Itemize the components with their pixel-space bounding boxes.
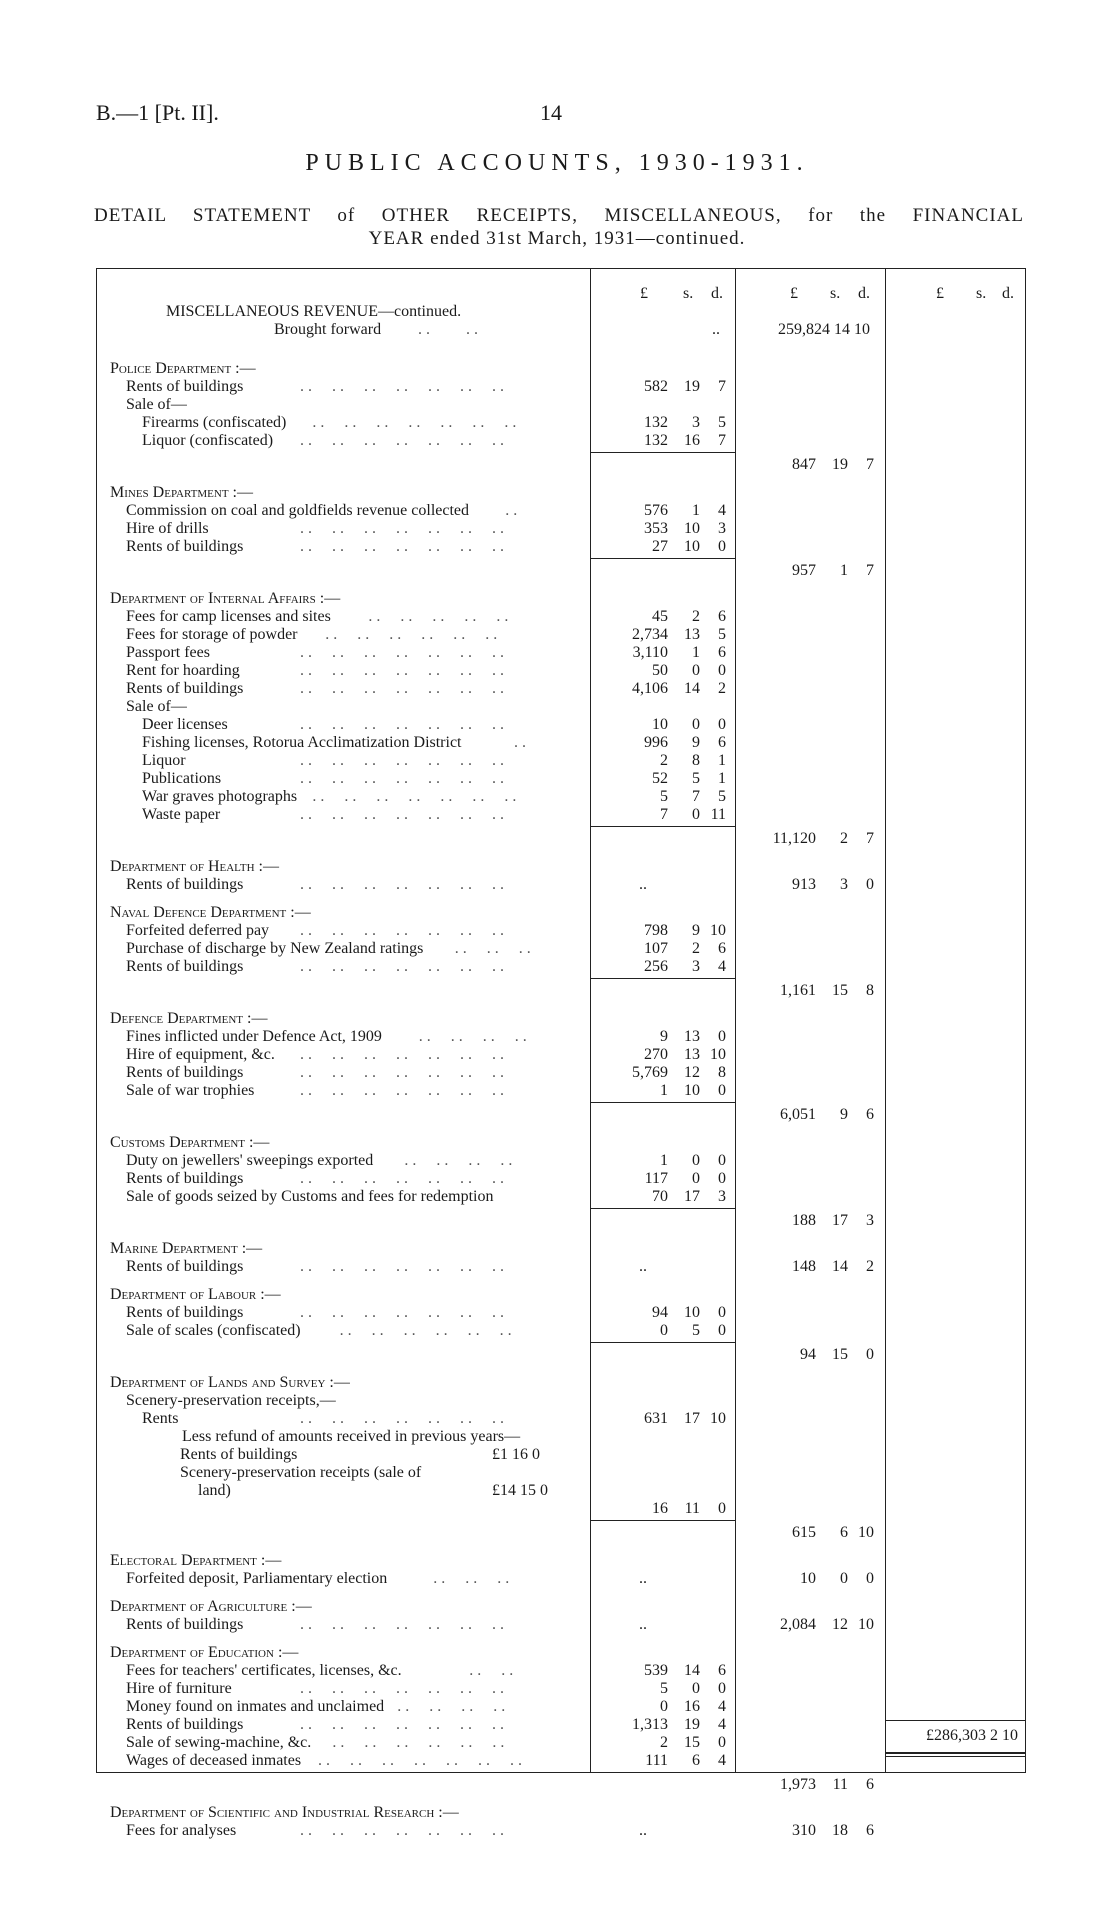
amount-col1: 5 0 0: [660, 1680, 726, 1697]
amount-col2: 913 3 0: [792, 876, 874, 893]
leader-dots: . . . . . . . . . . . . . .: [300, 1170, 504, 1187]
subtotal-rule: [590, 1772, 736, 1773]
department-heading: Customs Department :—: [110, 1134, 270, 1151]
leader-dots: . . . . . . . . . . . . . .: [300, 520, 504, 537]
row-label: Rents of buildings: [126, 1064, 244, 1081]
amount-col1: 1 10 0: [660, 1082, 726, 1099]
department-heading: Naval Defence Department :—: [110, 904, 311, 921]
leader-dots: . . . . . . . . . . . . . .: [300, 716, 504, 733]
amount-col1: 111 6 4: [645, 1752, 726, 1769]
row-label: Fines inflicted under Defence Act, 1909: [126, 1028, 382, 1045]
amount-col2: 148 14 2: [792, 1258, 874, 1275]
col2-shillings-header: s.: [830, 285, 841, 302]
row-label: Rents: [142, 1410, 179, 1427]
leader-dots: . . . . . . . . . . . . . .: [318, 1752, 522, 1769]
amount-col1: 2 8 1: [660, 752, 726, 769]
leader-dots: . . . . . . . .: [418, 1028, 527, 1045]
table-left-rule: [96, 268, 97, 1772]
subtotal-rule: [590, 1342, 736, 1343]
amount-col1: 3,110 1 6: [632, 644, 726, 661]
row-label: Rents of buildings: [126, 538, 244, 555]
col2-pound-header: £: [790, 285, 798, 302]
leader-dots: . . . . . . . . . . . . . .: [300, 1082, 504, 1099]
leader-dots: . . . . . . . .: [397, 1698, 506, 1715]
col3-pound-header: £: [936, 285, 944, 302]
subtotal-rule: [590, 1520, 736, 1521]
leader-dots: . . . . . . . .: [404, 1152, 513, 1169]
leader-dots: . . . . . . . . . . . .: [332, 1734, 505, 1751]
row-label: Rent for hoarding: [126, 662, 240, 679]
leader-dots: . . . . . . . . . . . . . .: [300, 662, 504, 679]
amount-col2: 310 18 6: [792, 1822, 874, 1839]
grand-total-double-rule-2: [886, 1756, 1025, 1757]
statement-title-line2: YEAR ended 31st March, 1931—continued.: [368, 228, 746, 249]
document-reference: B.—1 [Pt. II].: [96, 100, 219, 125]
leader-dots: . . . . . . . . . . . . . .: [300, 1716, 504, 1733]
leader-dots: . . . . . .: [454, 940, 531, 957]
leader-dots: . . . .: [469, 1662, 514, 1679]
row-label: Rents of buildings: [126, 680, 244, 697]
row-label: Rents of buildings: [126, 958, 244, 975]
amount-col1: 2 15 0: [660, 1734, 726, 1751]
amount-col1: 353 10 3: [644, 520, 726, 537]
leader-dots: . . . . . . . . . . . . . .: [300, 1064, 504, 1081]
department-heading: Mines Department :—: [110, 484, 253, 501]
leader-dots: . . . . . .: [433, 1570, 510, 1587]
col3-pence-header: d.: [1002, 285, 1014, 302]
amount-col1: 45 2 6: [652, 608, 726, 625]
amount-col1: 0 16 4: [660, 1698, 726, 1715]
leader-dots: . . . . . . . . . . . . . .: [300, 680, 504, 697]
subtotal-rule: [590, 558, 736, 559]
amount-col1: 2,734 13 5: [632, 626, 726, 643]
row-label: Rents of buildings: [126, 1170, 244, 1187]
statement-title-line1: DETAIL STATEMENT of OTHER RECEIPTS, MISCELLANEOUS, for the FINANCIAL: [94, 205, 1024, 226]
leader-dots: . . . . . . . . . . . . . .: [312, 788, 517, 805]
amount-col1: 10 0 0: [652, 716, 726, 733]
brought-forward-label: Brought forward: [274, 321, 382, 338]
amount-col2: 10 0 0: [800, 1570, 874, 1587]
col1-pence-header: d.: [711, 285, 723, 302]
leader-dots: . . . . . . . . . . . . . .: [300, 1258, 504, 1275]
column-rule-1: [590, 268, 591, 1772]
row-label: Sale of goods seized by Customs and fees for redemption: [126, 1188, 494, 1205]
row-label: Commission on coal and goldfields revenue collected: [126, 502, 470, 519]
amount-col1: 1 0 0: [660, 1152, 726, 1169]
leader-dots: . . . . . . . . . . . . . .: [300, 1304, 504, 1321]
amount-col1: 70 17 3: [652, 1188, 726, 1205]
row-label: Fishing licenses, Rotorua Acclimatization District: [142, 734, 462, 751]
column-rule-3: [885, 268, 886, 1772]
row-label: Rents of buildings: [126, 378, 244, 395]
row-label: Fees for camp licenses and sites: [126, 608, 331, 625]
amount-col1: 5,769 12 8: [632, 1064, 726, 1081]
leader-dots: . . . . . . . . . . . . . .: [300, 1410, 504, 1427]
leader-dots: . . . . . . . . . . . . . .: [300, 752, 504, 769]
amount-col1: 270 13 10: [644, 1046, 726, 1063]
amount-col1: 16 11 0: [652, 1500, 726, 1517]
leader-dots: . . . . . . . . . . . . . .: [300, 432, 504, 449]
amount-col1: ..: [639, 876, 647, 893]
section-total: 847 19 7: [792, 456, 874, 473]
row-label: Fees for analyses: [126, 1822, 237, 1839]
row-label: Hire of equipment, &c.: [126, 1046, 275, 1063]
section-total: 1,161 15 8: [780, 982, 874, 999]
leader-dots: . . . . . . . . . . . . . .: [300, 806, 504, 823]
row-label: Liquor (confiscated): [142, 432, 274, 449]
leader-dots: . . . . . . . . . . . .: [339, 1322, 512, 1339]
row-label: Rents of buildings: [126, 1304, 244, 1321]
inner-amount: £1 16 0: [492, 1446, 540, 1463]
leader-dots: . .: [505, 502, 518, 519]
department-heading: Department of Scientific and Industrial Research :—: [110, 1804, 459, 1821]
section-total: 957 1 7: [792, 562, 874, 579]
brought-forward-col1: ..: [712, 321, 720, 338]
department-heading: Defence Department :—: [110, 1010, 268, 1027]
section-total: 6,051 9 6: [780, 1106, 874, 1123]
department-heading: Electoral Department :—: [110, 1552, 282, 1569]
leader-dots: . . . . . . . . . . . . . .: [300, 1822, 504, 1839]
row-label: Deer licenses: [142, 716, 228, 733]
amount-col1: 576 1 4: [644, 502, 726, 519]
row-label: Rents of buildings: [126, 1616, 244, 1633]
leader-dots: . . . . . . . . . .: [368, 608, 509, 625]
col3-shillings-header: s.: [976, 285, 987, 302]
row-label: Less refund of amounts received in previous years—: [182, 1428, 521, 1445]
leader-dots: . . . . . . . . . . . . . .: [300, 538, 504, 555]
amount-col1: 27 10 0: [652, 538, 726, 555]
amount-col1: 7 0 11: [660, 806, 726, 823]
row-label: Duty on jewellers' sweepings exported: [126, 1152, 374, 1169]
row-label: Money found on inmates and unclaimed: [126, 1698, 385, 1715]
amount-col2: 2,084 12 10: [780, 1616, 874, 1633]
subtotal-rule: [590, 826, 736, 827]
amount-col1: ..: [639, 1822, 647, 1839]
row-label: Hire of furniture: [126, 1680, 232, 1697]
table-bottom-rule: [96, 1772, 1026, 1773]
row-label: Waste paper: [142, 806, 221, 823]
grand-total-double-rule-1: [886, 1752, 1025, 1754]
leader-dots: . . . . . . . . . . . . . .: [300, 1616, 504, 1633]
section-heading: MISCELLANEOUS REVENUE—continued.: [166, 303, 462, 320]
amount-col1: 631 17 10: [644, 1410, 726, 1427]
brought-forward-col2: 259,824 14 10: [778, 321, 870, 338]
subtotal-rule: [590, 978, 736, 979]
row-label: Fees for storage of powder: [126, 626, 298, 643]
row-label: Publications: [142, 770, 222, 787]
leader-dots: . .: [514, 734, 526, 751]
amount-col1: ..: [639, 1258, 647, 1275]
row-label: Sale of war trophies: [126, 1082, 255, 1099]
department-heading: Police Department :—: [110, 360, 256, 377]
amount-col1: 1,313 19 4: [632, 1716, 726, 1733]
department-heading: Department of Internal Affairs :—: [110, 590, 341, 607]
amount-col1: 94 10 0: [652, 1304, 726, 1321]
row-label: Purchase of discharge by New Zealand ratings: [126, 940, 424, 957]
amount-col1: 798 9 10: [644, 922, 726, 939]
row-label: Firearms (confiscated): [142, 414, 287, 431]
amount-col1: 539 14 6: [644, 1662, 726, 1679]
section-total: 11,120 2 7: [772, 830, 874, 847]
department-heading: Department of Education :—: [110, 1644, 299, 1661]
leader-dots: . . . . . . . . . . . . . .: [300, 1680, 504, 1697]
amount-col1: 5 7 5: [660, 788, 726, 805]
col2-pence-header: d.: [858, 285, 870, 302]
column-rule-2: [735, 268, 736, 1772]
amount-col1: 4,106 14 2: [632, 680, 726, 697]
row-label: Hire of drills: [126, 520, 209, 537]
row-label: Sale of sewing-machine, &c.: [126, 1734, 312, 1751]
amount-col1: 117 0 0: [644, 1170, 726, 1187]
row-label: War graves photographs: [142, 788, 298, 805]
row-label: Sale of—: [126, 698, 187, 715]
table-top-rule: [96, 268, 1026, 269]
amount-col1: 107 2 6: [644, 940, 726, 957]
leader-dots: . . . . . . . . . . . . . .: [300, 958, 504, 975]
grand-total: £286,303 2 10: [926, 1727, 1018, 1744]
leader-dots: . . . . . . . . . . . . . .: [300, 1046, 504, 1063]
department-heading: Department of Health :—: [110, 858, 279, 875]
section-total: 615 6 10: [792, 1524, 874, 1541]
amount-col1: ..: [639, 1570, 647, 1587]
row-label: Passport fees: [126, 644, 210, 661]
leader-dots: . . . . . . . . . . . . . .: [300, 922, 504, 939]
amount-col1: 132 16 7: [644, 432, 726, 449]
amount-col1: 582 19 7: [644, 378, 726, 395]
section-total: 188 17 3: [792, 1212, 874, 1229]
leader-dots: . . . . . . . . . . . .: [325, 626, 498, 643]
row-label: Forfeited deposit, Parliamentary election: [126, 1570, 388, 1587]
row-label: Rents of buildings: [180, 1446, 298, 1463]
section-total: 94 15 0: [800, 1346, 874, 1363]
section-total: 1,973 11 6: [780, 1776, 874, 1793]
row-label: Liquor: [142, 752, 186, 769]
row-label: Sale of—: [126, 396, 187, 413]
department-heading: Department of Labour :—: [110, 1286, 281, 1303]
page-title: PUBLIC ACCOUNTS, 1930-1931.: [305, 150, 809, 176]
grand-total-top-rule: [886, 1720, 1025, 1721]
row-label: Scenery-preservation receipts (sale of: [180, 1464, 422, 1481]
leader-dots: . . . . . . . . . . . . . .: [300, 876, 504, 893]
page-number: 14: [540, 100, 562, 125]
row-label: Rents of buildings: [126, 1716, 244, 1733]
row-label: land): [198, 1482, 231, 1499]
amount-col1: 50 0 0: [652, 662, 726, 679]
amount-col1: 0 5 0: [660, 1322, 726, 1339]
row-label: Scenery-preservation receipts,—: [126, 1392, 336, 1409]
leader-dots: . . . . . . . . . . . . . .: [300, 644, 504, 661]
department-heading: Department of Lands and Survey :—: [110, 1374, 350, 1391]
department-heading: Marine Department :—: [110, 1240, 263, 1257]
table-right-rule: [1025, 268, 1026, 1772]
leader-dots: . . . . . . . . . . . . . .: [300, 770, 504, 787]
amount-col1: 996 9 6: [644, 734, 726, 751]
amount-col1: 132 3 5: [644, 414, 726, 431]
row-label: Rents of buildings: [126, 1258, 244, 1275]
col1-shillings-header: s.: [683, 285, 694, 302]
subtotal-rule: [590, 1102, 736, 1103]
amount-col1: 52 5 1: [652, 770, 726, 787]
subtotal-rule: [590, 452, 736, 453]
department-heading: Department of Agriculture :—: [110, 1598, 312, 1615]
row-label: Fees for teachers' certificates, licenses, &c.: [126, 1662, 402, 1679]
inner-amount: £14 15 0: [492, 1482, 548, 1499]
leader-dots: . . . .: [418, 321, 478, 338]
row-label: Forfeited deferred pay: [126, 922, 270, 939]
row-label: Sale of scales (confiscated): [126, 1322, 301, 1339]
leader-dots: . . . . . . . . . . . . . .: [300, 378, 504, 395]
col1-pound-header: £: [640, 285, 648, 302]
amount-col1: 9 13 0: [660, 1028, 726, 1045]
amount-col1: 256 3 4: [644, 958, 726, 975]
row-label: Rents of buildings: [126, 876, 244, 893]
subtotal-rule: [590, 1208, 736, 1209]
amount-col1: ..: [639, 1616, 647, 1633]
row-label: Wages of deceased inmates: [126, 1752, 302, 1769]
leader-dots: . . . . . . . . . . . . . .: [312, 414, 517, 431]
